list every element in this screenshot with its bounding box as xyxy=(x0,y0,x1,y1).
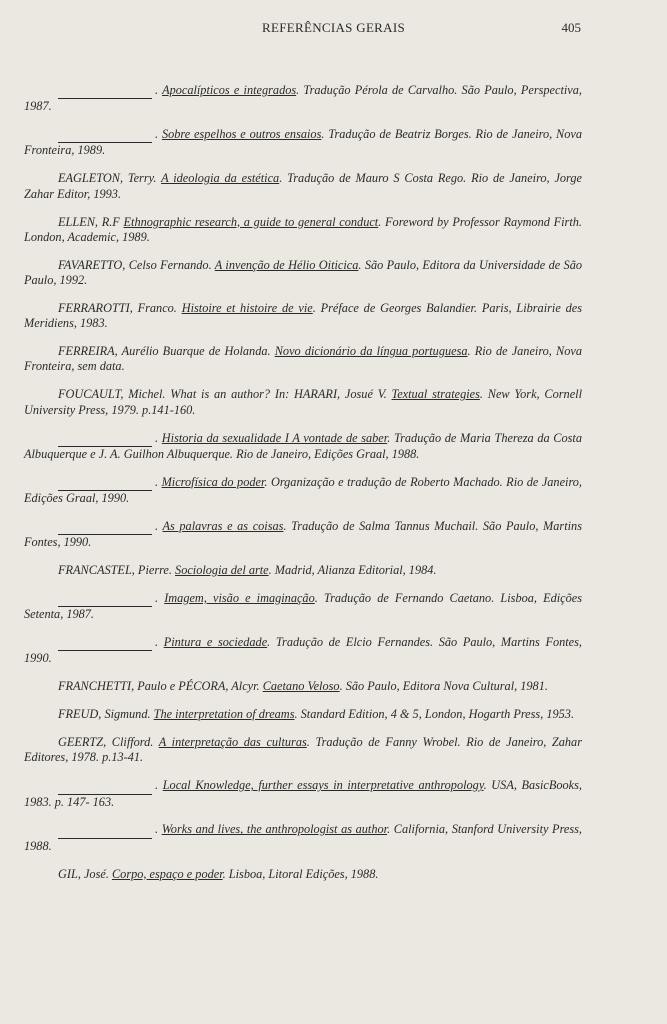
reference-details: . Tradução de Fanny Wrobel. Rio de Janeiro, Zahar Editores, 1978. p.13-41. xyxy=(24,735,582,765)
reference-list xyxy=(24,83,582,895)
reference-title: Histoire et histoire de vie xyxy=(181,300,313,315)
reference-entry: . Pintura e sociedade. Tradução de Elcio Fernandes. São Paulo, Martins Fontes, 1990. xyxy=(24,635,582,666)
reference-title: Works and lives, the anthropologist as author xyxy=(161,822,388,837)
page-number: 405 xyxy=(561,20,581,35)
repeat-author-dash xyxy=(58,778,152,794)
reference-title: A ideologia da estética xyxy=(161,171,280,186)
reference-details: . Standard Edition, 4 & 5, London, Hogarth Press, 1953. xyxy=(294,707,575,722)
repeat-author-dash xyxy=(58,591,152,607)
reference-details: . Organização e tradução de Roberto Machado. Rio de Janeiro, Edições Graal, 1990. xyxy=(24,474,583,505)
reference-entry xyxy=(24,215,582,246)
repeat-author-dash xyxy=(58,519,152,535)
repeat-author-dash xyxy=(58,127,152,143)
repeat-author-dash xyxy=(58,635,152,651)
reference-details: . São Paulo, Editora da Universidade de São Paulo, 1992. xyxy=(24,257,582,288)
reference-entry: . Sobre espelhos e outros ensaios. Tradução de Beatriz Borges. Rio de Janeiro, Nova Fronteira, 1989. xyxy=(24,127,583,158)
reference-entry xyxy=(24,679,582,694)
reference-author: GIL, José. xyxy=(58,866,112,881)
reference-title: Novo dicionário da língua portuguesa xyxy=(274,344,468,359)
reference-entry xyxy=(24,171,582,202)
reference-details: . Tradução de Mauro S Costa Rego. Rio de Janeiro, Jorge Zahar Editor, 1993. xyxy=(24,171,582,201)
reference-entry: . Microfísica do poder. Organização e tradução de Roberto Machado. Rio de Janeiro, Edições Graal, 1990. xyxy=(24,474,583,505)
running-title: REFERÊNCIAS GERAIS xyxy=(262,20,405,35)
repeat-author-dash xyxy=(58,83,152,99)
reference-author: FERREIRA, Aurélio Buarque de Holanda. xyxy=(58,344,275,359)
reference-author: EAGLETON, Terry. xyxy=(58,171,162,186)
reference-title: A invenção de Hélio Oiticica xyxy=(214,257,359,272)
reference-entry xyxy=(24,735,582,766)
reference-details: . Tradução Pérola de Carvalho. São Paulo, Perspectiva, 1987. xyxy=(24,83,582,114)
reference-details: . Tradução de Beatriz Borges. Rio de Janeiro, Nova Fronteira, 1989. xyxy=(24,127,583,158)
reference-details: . Madrid, Alianza Editorial, 1984. xyxy=(268,563,437,578)
reference-entry xyxy=(24,301,582,332)
reference-details: . California, Stanford University Press, 1988. xyxy=(24,822,582,853)
reference-entry: . Imagem, visão e imaginação. Tradução de Fernando Caetano. Lisboa, Edições Setenta, 1987. xyxy=(24,590,583,622)
reference-details: . Rio de Janeiro, Nova Fronteira, sem data. xyxy=(24,344,582,374)
reference-author: ELLEN, R.F xyxy=(58,214,124,229)
reference-details: . Tradução de Maria Thereza da Costa Albuquerque e J. A. Guilhon Albuquerque. Rio de Janeiro, Edições Graal, 1988. xyxy=(24,430,582,461)
reference-entry xyxy=(24,387,582,418)
reference-details: . Foreword by Professor Raymond Firth. London, Academic, 1989. xyxy=(24,214,582,244)
reference-details: . Préface de Georges Balandier. Paris, Librairie des Meridiens, 1983. xyxy=(24,300,582,331)
reference-title: Imagem, visão e imaginação xyxy=(164,590,315,605)
reference-details: . Tradução de Elcio Fernandes. São Paulo, Martins Fontes, 1990. xyxy=(24,635,582,666)
reference-title: Microfísica do poder xyxy=(161,474,265,489)
reference-entry xyxy=(24,867,582,882)
reference-title: Textual strategies xyxy=(391,387,480,402)
reference-details: . Tradução de Salma Tannus Muchail. São Paulo, Martins Fontes, 1990. xyxy=(24,518,582,550)
reference-details: . São Paulo, Editora Nova Cultural, 1981. xyxy=(339,679,548,694)
reference-title: Local Knowledge, further essays in interpretative anthropology xyxy=(162,778,484,793)
reference-author: FOUCAULT, Michel. What is an author? In: HARARI, Josué V. xyxy=(58,387,392,402)
reference-entry xyxy=(24,563,582,578)
reference-details: . Tradução de Fernando Caetano. Lisboa, Edições Setenta, 1987. xyxy=(24,590,583,622)
reference-entry xyxy=(24,707,582,722)
reference-details: . Lisboa, Litoral Edições, 1988. xyxy=(222,866,379,881)
reference-entry xyxy=(24,344,582,375)
reference-details: . New York, Cornell University Press, 1979. p.141-160. xyxy=(24,387,582,417)
reference-title: Sobre espelhos e outros ensaios xyxy=(161,127,322,142)
reference-author: FAVARETTO, Celso Fernando. xyxy=(58,257,215,272)
repeat-author-dash xyxy=(58,475,152,491)
reference-author: FRANCASTEL, Pierre. xyxy=(58,563,176,578)
page-header xyxy=(0,20,667,40)
reference-title: The interpretation of dreams xyxy=(153,707,295,722)
reference-author: FRANCHETTI, Paulo e PÉCORA, Alcyr. xyxy=(58,679,263,694)
reference-entry: . Works and lives, the anthropologist as author. California, Stanford University Press, 1988. xyxy=(24,822,582,853)
reference-author: GEERTZ, Clifford. xyxy=(58,735,159,750)
reference-title: Ethnographic research, a guide to general conduct xyxy=(123,214,379,229)
reference-entry: . Apocalípticos e integrados. Tradução Pérola de Carvalho. São Paulo, Perspectiva, 1987. xyxy=(24,83,582,114)
reference-title: Corpo, espaço e poder xyxy=(111,866,223,881)
reference-title: Caetano Veloso xyxy=(262,679,340,694)
repeat-author-dash xyxy=(58,431,152,447)
reference-details: . USA, BasicBooks, 1983. p. 147- 163. xyxy=(24,778,582,809)
reference-entry xyxy=(24,258,582,289)
reference-entry: . As palavras e as coisas. Tradução de Salma Tannus Muchail. São Paulo, Martins Fontes, 1990. xyxy=(24,518,582,550)
reference-entry: . Local Knowledge, further essays in interpretative anthropology. USA, BasicBooks, 1983. p. 147- 163. xyxy=(24,778,582,809)
reference-author: FREUD, Sigmund. xyxy=(58,707,154,722)
reference-title: As palavras e as coisas xyxy=(162,518,284,533)
reference-title: Sociologia del arte xyxy=(175,563,269,578)
reference-title: A interpretação das culturas xyxy=(158,735,307,750)
reference-title: Apocalípticos e integrados xyxy=(162,83,297,97)
reference-entry: . Historia da sexualidade I A vontade de saber. Tradução de Maria Thereza da Costa Albuquerque e J. A. Guilhon Albuquerque. Rio de Janeiro, Edições Graal, 1988. xyxy=(24,430,582,461)
reference-title: Pintura e sociedade xyxy=(163,635,268,650)
reference-author: FERRAROTTI, Franco. xyxy=(58,300,182,315)
reference-title: Historia da sexualidade I A vontade de saber xyxy=(161,430,388,445)
repeat-author-dash xyxy=(58,822,152,838)
